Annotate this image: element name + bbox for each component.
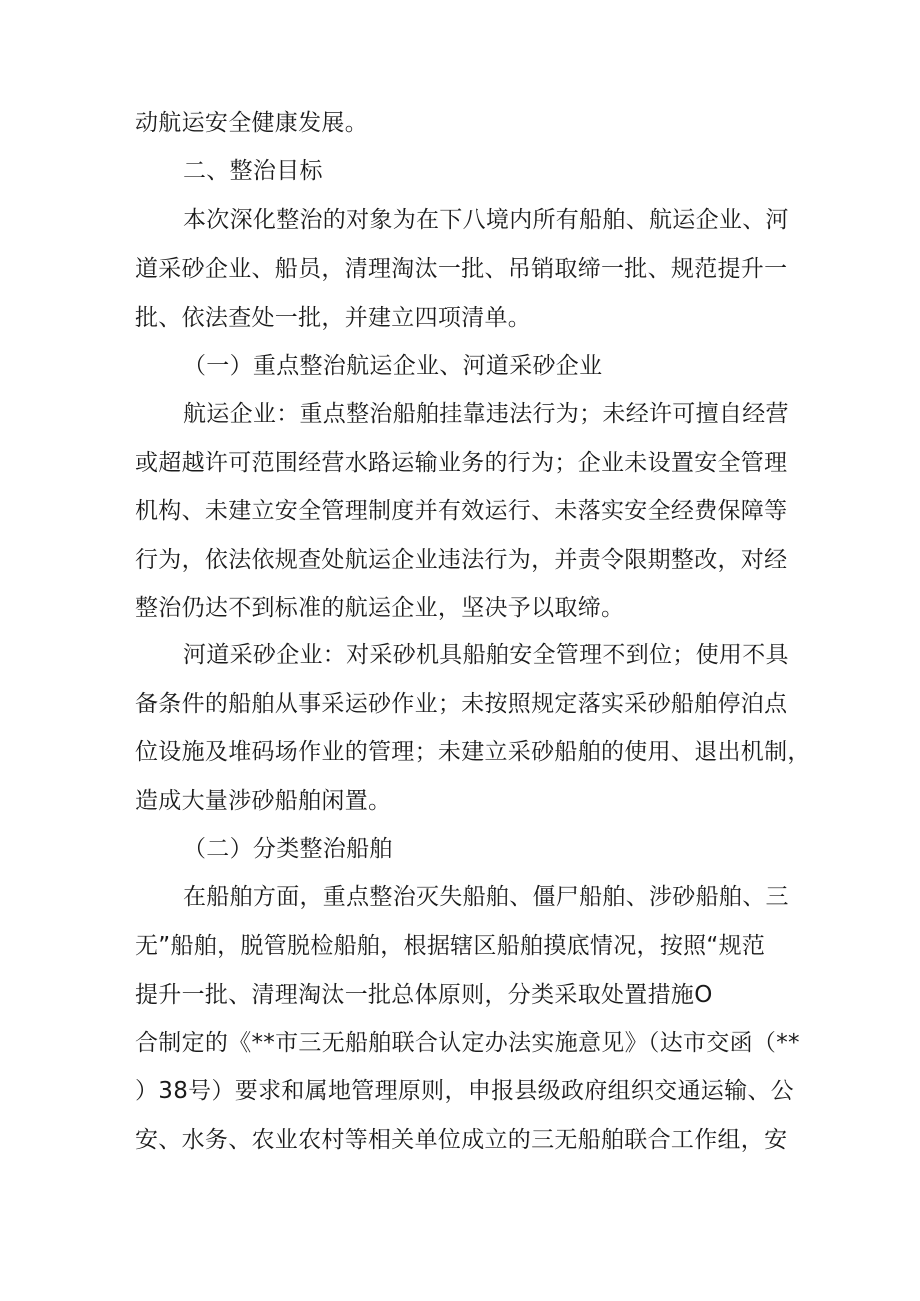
- paragraph-line: 无”船舶，脱管脱检船舶，根据辖区船舶摸底情况，按照“规范: [135, 933, 766, 959]
- paragraph-line: 整治仍达不到标准的航运企业，坚决予以取缔。: [135, 595, 625, 621]
- paragraph-line: 合制定的《**市三无船舶联合认定办法实施意见》（达市交函（**: [135, 1030, 800, 1056]
- paragraph-line: 航运企业：重点整治船舶挂靠违法行为；未经许可擅自经营: [183, 401, 789, 427]
- paragraph-line: 机构、未建立安全管理制度并有效运行、未落实安全经费保障等: [135, 498, 788, 524]
- subsection-heading: （二）分类整治船舶: [183, 836, 393, 862]
- paragraph-line: 批、依法查处一批，并建立四项清单。: [135, 305, 532, 331]
- paragraph-line: 造成大量涉砂船舶闲置。: [135, 788, 392, 814]
- paragraph-line: ）38号）要求和属地管理原则，申报县级政府组织交通运输、公: [135, 1078, 794, 1104]
- paragraph-line: 或超越许可范围经营水路运输业务的行为；企业未设置安全管理: [135, 450, 788, 476]
- paragraph-line: 安、水务、农业农村等相关单位成立的三无船舶联合工作组，安: [135, 1127, 788, 1153]
- section-heading: 二、整治目标: [183, 158, 323, 184]
- paragraph-line: 位设施及堆码场作业的管理；未建立采砂船舶的使用、退出机制，: [135, 739, 811, 765]
- paragraph-line: 动航运安全健康发展。: [135, 110, 368, 136]
- paragraph-line: 道采砂企业、船员，清理淘汰一批、吊销取缔一批、规范提升一: [135, 256, 788, 282]
- paragraph-line: 行为，依法依规查处航运企业违法行为，并责令限期整改，对经: [135, 547, 788, 573]
- subsection-heading: （一）重点整治航运企业、河道采砂企业: [183, 353, 603, 379]
- paragraph-line: 提升一批、清理淘汰一批总体原则，分类采取处置措施O: [135, 982, 713, 1008]
- paragraph-line: 河道采砂企业：对采砂机具船舶安全管理不到位；使用不具: [183, 642, 789, 668]
- paragraph-line: 本次深化整治的对象为在下八境内所有船舶、航运企业、河: [183, 207, 789, 233]
- paragraph-line: 备条件的船舶从事采运砂作业；未按照规定落实采砂船舶停泊点: [135, 691, 788, 717]
- paragraph-line: 在船舶方面，重点整治灭失船舶、僵尸船舶、涉砂船舶、三: [183, 884, 789, 910]
